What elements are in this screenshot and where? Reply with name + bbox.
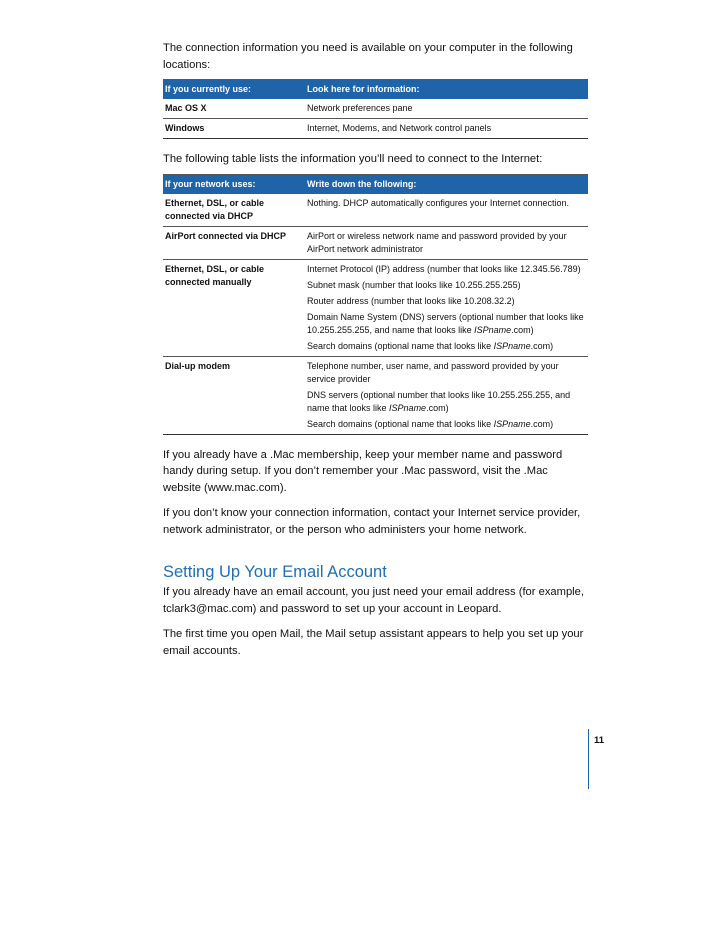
table-row (163, 99, 588, 119)
italic-term: ISPname (389, 402, 427, 413)
network-info-table (163, 174, 588, 435)
table-cell: Network preferences pane (305, 99, 588, 119)
italic-term: ISPname (474, 324, 512, 335)
table-cell: Nothing. DHCP automatically configures your Internet connection. (305, 194, 588, 227)
table-header-row (163, 174, 588, 194)
section-heading: Setting Up Your Email Account (163, 563, 387, 581)
table-cell: Internet, Modems, and Network control panels (305, 119, 588, 139)
table-row (163, 356, 588, 434)
cell-line: Router address (number that looks like 10.208.32.2) (307, 295, 515, 306)
cell-line: Internet Protocol (IP) address (number that looks like 12.345.56.789) (307, 263, 581, 274)
page-number: 11 (594, 735, 605, 746)
table-cell (305, 259, 588, 356)
intro-paragraph: The connection information you need is available on your computer in the following locations: (163, 42, 573, 71)
page-number-rule (588, 729, 589, 789)
table-cell: AirPort or wireless network name and password provided by your AirPort network administrator (305, 226, 588, 259)
cell-line: Search domains (optional name that looks like ISPname.com) (307, 418, 554, 429)
email-paragraph-1: If you already have an email account, you just need your email address (for example, tclark3@mac.com) and password to set up your account in Leopard. (163, 586, 585, 615)
mac-membership-paragraph: If you already have a .Mac membership, keep your member name and password handy during setup. If you don’t remember your .Mac password, visit the .Mac website (www.mac.com). (163, 448, 563, 494)
table-cell: Windows (163, 119, 305, 139)
table-header-cell: Look here for information: (305, 80, 588, 100)
table2-intro: The following table lists the information you’ll need to connect to the Internet: (163, 153, 543, 165)
table-row (163, 119, 588, 139)
table-header-cell: Write down the following: (305, 174, 588, 194)
table-cell: Mac OS X (163, 99, 305, 119)
italic-term: ISPname (493, 340, 531, 351)
table-cell: AirPort connected via DHCP (163, 226, 305, 259)
page-content (163, 40, 588, 659)
table-cell: Ethernet, DSL, or cable connected via DHCP (163, 194, 305, 227)
contact-paragraph: If you don’t know your connection information, contact your Internet service provider, network administrator, or the person who administers your home network. (163, 507, 581, 536)
table-row (163, 194, 588, 227)
email-paragraph-2: The first time you open Mail, the Mail setup assistant appears to help you set up your email accounts. (163, 628, 584, 657)
table-row (163, 259, 588, 356)
italic-term: ISPname (493, 418, 531, 429)
table-cell (305, 356, 588, 434)
cell-line: Telephone number, user name, and password provided by your service provider (307, 360, 559, 384)
table-header-cell: If you currently use: (163, 80, 305, 100)
locations-table (163, 79, 588, 139)
cell-line: Search domains (optional name that looks like ISPname.com) (307, 340, 554, 351)
cell-line: Domain Name System (DNS) servers (optional number that looks like 10.255.255.255, and name that looks like ISPname.com) (307, 311, 584, 335)
table-cell: Dial-up modem (163, 356, 305, 434)
table-row (163, 226, 588, 259)
table-cell: Ethernet, DSL, or cable connected manually (163, 259, 305, 356)
table-header-cell: If your network uses: (163, 174, 305, 194)
cell-line: Subnet mask (number that looks like 10.255.255.255) (307, 279, 521, 290)
cell-line: DNS servers (optional number that looks like 10.255.255.255, and name that looks like ISPname.com) (307, 389, 571, 413)
table-header-row (163, 80, 588, 100)
